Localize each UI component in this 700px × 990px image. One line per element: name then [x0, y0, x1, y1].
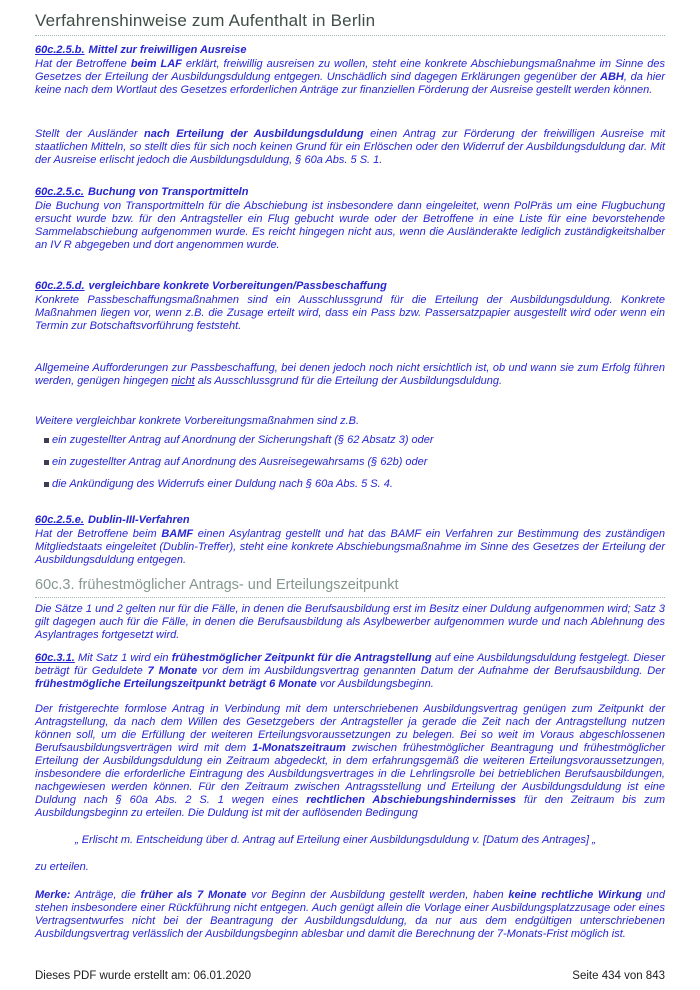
- section-heading-60c25b: [35, 44, 665, 57]
- document-body: [35, 44, 665, 941]
- page-title: Verfahrenshinweise zum Aufenthalt in Berlin: [35, 11, 376, 30]
- section-title: Mittel zur freiwilligen Ausreise: [88, 44, 247, 56]
- section-number: 60c.2.5.b.: [35, 44, 85, 56]
- section-number: 60c.2.5.c.: [35, 186, 84, 198]
- list-item-text: ein zugestellter Antrag auf Anordnung des Ausreisegewahrsams (§ 62b) oder: [52, 456, 428, 468]
- footer-page-number: Seite 434 von 843: [572, 970, 665, 982]
- list-item: [35, 434, 665, 447]
- section-divider: [35, 597, 665, 598]
- section-title: Buchung von Transportmitteln: [87, 186, 249, 198]
- paragraph: Hat der Betroffene beim LAF erklärt, freiwillig ausreisen zu wollen, steht eine konkrete Abschiebungsmaßnahme im Sinne des Gesetzes der Erteilung der Ausbildungsduldung entgegen. Unschädlich sind dagegen Erklärungen gegenüber der ABH, da hier keine nach dem Wortlaut des Gesetzes erforderlichen Anträge zur finanziellen Förderung der Ausreise gestellt werden können.: [35, 58, 665, 96]
- paragraph: Konkrete Passbeschaffungsmaßnahmen sind ein Ausschlussgrund für die Erteilung der Ausbildungsduldung. Konkrete Maßnahmen liegen vor, wenn z.B. die Zusage erteilt wird, dass ein Pass bzw. Passersatzpapier ausgestellt wird oder wenn ein Termin zur Botschaftsvorführung feststeht.: [35, 294, 665, 332]
- list-item-text: ein zugestellter Antrag auf Anordnung der Sicherungshaft (§ 62 Absatz 3) oder: [52, 434, 434, 446]
- section-heading-60c3: 60c.3. frühestmöglicher Antrags- und Erteilungszeitpunkt: [35, 577, 399, 593]
- list-item: [35, 478, 665, 491]
- section-title: vergleichbare konkrete Vorbereitungen/Passbeschaffung: [88, 280, 387, 292]
- paragraph: Allgemeine Aufforderungen zur Passbeschaffung, bei denen jedoch noch nicht ersichtlich ist, ob und wann sie zum Erfolg führen werden, genügen hingegen nicht als Ausschlussgrund für die Erteilung der Ausbildungsduldung.: [35, 362, 665, 387]
- paragraph: zu erteilen.: [35, 861, 89, 873]
- paragraph: Die Buchung von Transportmitteln für die Abschiebung ist insbesondere dann eingeleitet, wenn PolPräs um eine Flugbuchung ersucht wurde bzw. für den Antragsteller ein Flug gebucht wurde oder der Betroffene in eine Liste für eine bevorstehende Sammelabschiebung aufgenommen wurde. Es reicht hingegen nicht aus, wenn die Ausländerakte lediglich zuständigkeitshalber an IV R abgegeben und dort angenommen wurde.: [35, 200, 665, 251]
- condition-quote: „ Erlischt m. Entscheidung über d. Antrag auf Erteilung einer Ausbildungsduldung v. [Datum des Antrages] „: [75, 834, 596, 846]
- list-item: [35, 456, 665, 469]
- bullet-list: [35, 434, 665, 491]
- square-bullet-icon: [44, 482, 49, 487]
- square-bullet-icon: [44, 460, 49, 465]
- section-title: Dublin-III-Verfahren: [87, 514, 190, 526]
- footer-created-date: Dieses PDF wurde erstellt am: 06.01.2020: [35, 970, 252, 982]
- section-number: 60c.2.5.d.: [35, 280, 85, 292]
- paragraph: 60c.3.1. Mit Satz 1 wird ein frühestmöglicher Zeitpunkt für die Antragstellung auf eine Ausbildungsduldung festgelegt. Dieser beträgt für Geduldete 7 Monate vor dem im Ausbildungsvertrag genannten Datum der Aufnahme der Berufsausbildung. Der frühestmögliche Erteilungszeitpunkt beträgt 6 Monate vor Ausbildungsbeginn.: [35, 652, 666, 690]
- section-heading-60c25c: [35, 186, 665, 199]
- section-heading-60c25d: [35, 280, 665, 293]
- title-divider: [35, 35, 665, 36]
- list-intro: Weitere vergleichbar konkrete Vorbereitungsmaßnahmen sind z.B.: [35, 415, 360, 427]
- merke-paragraph: Merke: Anträge, die früher als 7 Monate vor Beginn der Ausbildung gestellt werden, haben keine rechtliche Wirkung und stehen insbesondere einer Rückführung nicht entgegen. Auch genügt allein die Vorlage einer Ausbildungsplatzzusage oder eines Vertragsentwurfes nicht bei der Beantragung der Ausbildungsduldung, da nur aus dem endgültigen unterschriebenen Ausbildungsvertrag verlässlich der Ausbildungsbeginn ablesbar und damit die Berechnung der 7-Monats-Frist möglich ist.: [35, 889, 665, 940]
- square-bullet-icon: [44, 438, 49, 443]
- list-item-text: die Ankündigung des Widerrufs einer Duldung nach § 60a Abs. 5 S. 4.: [52, 478, 393, 490]
- section-number: 60c.2.5.e.: [35, 514, 84, 526]
- page-footer: [35, 970, 665, 982]
- paragraph: Hat der Betroffene beim BAMF einen Asylantrag gestellt und hat das BAMF ein Verfahren zur Bestimmung des zuständigen Mitgliedstaats eingeleitet (Dublin-Treffer), steht eine konkrete Abschiebungsmaßnahme im Sinne des Gesetzes der Erteilung der Ausbildungsduldung entgegen.: [35, 528, 666, 566]
- paragraph: Stellt der Ausländer nach Erteilung der Ausbildungsduldung einen Antrag zur Förderung der freiwilligen Ausreise mit staatlichen Mitteln, so stellt dies für sich noch keinen Grund für ein Erlöschen oder den Widerruf der Ausbildungsduldung dar. Mit der Ausreise erlischt jedoch die Ausbildungsduldung, § 60a Abs. 5 S. 1.: [35, 128, 666, 166]
- paragraph: Die Sätze 1 und 2 gelten nur für die Fälle, in denen die Berufsausbildung erst im Besitz einer Duldung aufgenommen wird; Satz 3 gilt dagegen auch für die Fälle, in denen die Berufsausbildung als Asylbewerber aufgenommen wurde und nach Ablehnung des Asylantrages fortgesetzt wird.: [35, 603, 665, 641]
- paragraph: Der fristgerechte formlose Antrag in Verbindung mit dem unterschriebenen Ausbildungsvertrag genügen zum Zeitpunkt der Antragstellung, da nach dem Willen des Gesetzgebers der Antragsteller ja gerade die Zeit nach der Antragstellung nutzen können soll, um die Erfüllung der weiteren Erteilungsvoraussetzungen zu belegen. Bei so weit im Voraus abgeschlossenen Berufsausbildungsverträgen wird mit dem 1-Monatszeitraum zwischen frühestmöglicher Beantragung und frühestmöglicher Erteilung der Ausbildungsduldung ein Zeitraum abgedeckt, in dem erfahrungsgemäß die weiteren Erteilungsvoraussetzungen, insbesondere die erforderliche Eintragung des Ausbildungsvertrages in die Lehrlingsrolle bei betrieblichen Berufsausbildungen, nachgewiesen werden können. Für den Zeitraum zwischen Antragsstellung und Erteilung der Ausbildungsduldung ist eine Duldung nach § 60a Abs. 2 S. 1 wegen eines rechtlichen Abschiebungshindernisses für den Zeitraum bis zum Ausbildungsbeginn zu erteilen. Die Duldung ist mit der auflösenden Bedingung: [35, 703, 666, 819]
- section-heading-60c25e: [35, 514, 665, 527]
